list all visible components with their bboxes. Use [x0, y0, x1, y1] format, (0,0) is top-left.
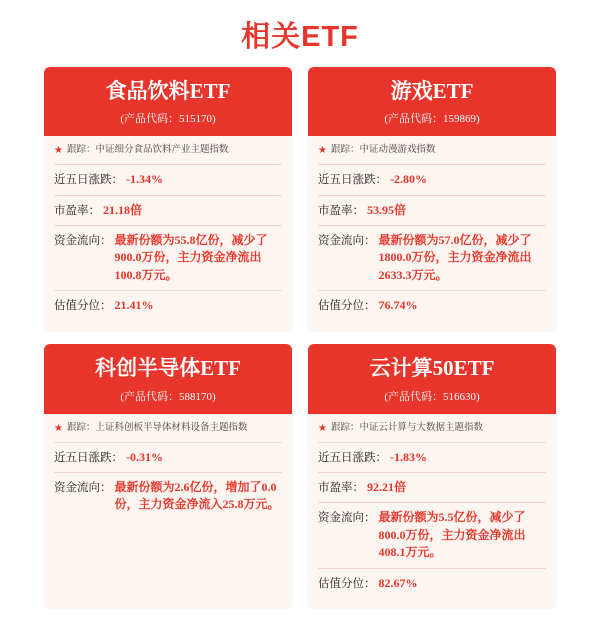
pe-label: 市盈率： [318, 482, 364, 495]
track-label: 跟踪： [330, 145, 360, 156]
change5d-value: -1.83% [390, 449, 427, 464]
etf-card[interactable] [308, 344, 556, 607]
page-title: 相关ETF [241, 21, 359, 53]
track-row [54, 422, 282, 443]
code-value: 515170 [179, 113, 212, 126]
valuation-label: 估值分位： [54, 300, 112, 313]
etf-card[interactable] [44, 67, 292, 330]
flow-label: 资金流向： [318, 512, 376, 525]
code-suffix: ) [476, 113, 480, 126]
track-text [67, 144, 229, 157]
code-value: 159869 [443, 113, 476, 126]
code-suffix: ) [212, 113, 216, 126]
flow-row [318, 503, 546, 568]
star-icon: ★ [318, 422, 327, 434]
change5d-label: 近五日涨跌： [54, 451, 123, 464]
code-prefix: (产品代码： [120, 390, 179, 403]
etf-code [50, 388, 286, 404]
track-row [318, 422, 546, 443]
flow-row [54, 473, 282, 520]
flow-value: 最新份额为57.0亿份，减少了1800.0万份，主力资金净流出2633.3万元。 [378, 232, 532, 282]
pe-value: 21.18倍 [103, 202, 143, 217]
star-icon: ★ [318, 145, 327, 157]
change5d-label: 近五日涨跌： [54, 174, 123, 187]
etf-card-header [44, 67, 292, 136]
code-suffix: ) [212, 390, 216, 403]
flow-value: 最新份额为5.5亿份，减少了800.0万份，主力资金净流出408.1万元。 [378, 510, 526, 560]
flow-row [54, 226, 282, 291]
etf-card[interactable] [44, 344, 292, 607]
track-value: 中证云计算与大数据主题指数 [359, 422, 483, 433]
star-icon: ★ [54, 422, 63, 434]
track-label: 跟踪： [66, 145, 96, 156]
track-text [331, 144, 436, 157]
etf-card-body [44, 136, 292, 330]
pe-row [54, 196, 282, 226]
track-text [331, 422, 483, 435]
track-label: 跟踪： [66, 422, 96, 433]
pe-row [318, 473, 546, 503]
valuation-label: 估值分位： [318, 300, 376, 313]
etf-code [314, 110, 550, 126]
track-row [318, 144, 546, 165]
etf-card-grid [0, 67, 600, 608]
code-prefix: (产品代码： [384, 113, 443, 126]
flow-row [318, 226, 546, 291]
change5d-row [54, 443, 282, 473]
valuation-row [54, 291, 282, 320]
code-value: 588170 [179, 390, 212, 403]
etf-card-header [308, 344, 556, 413]
change5d-row [54, 165, 282, 195]
etf-name: 食品饮料ETF [105, 79, 231, 103]
etf-card-body [44, 414, 292, 530]
etf-name: 云计算50ETF [369, 356, 495, 381]
track-row [54, 144, 282, 165]
etf-card[interactable] [308, 67, 556, 330]
code-suffix: ) [476, 390, 480, 403]
etf-card-header [44, 344, 292, 413]
track-value: 中证细分食品饮料产业主题指数 [95, 145, 229, 156]
change5d-row [318, 443, 546, 473]
etf-card-header [308, 67, 556, 136]
flow-label: 资金流向： [54, 234, 112, 247]
pe-row [318, 196, 546, 226]
change5d-label: 近五日涨跌： [318, 451, 387, 464]
code-prefix: (产品代码： [120, 113, 179, 126]
track-label: 跟踪： [330, 422, 360, 433]
etf-code [314, 388, 550, 404]
track-text [67, 422, 248, 435]
pe-label: 市盈率： [318, 204, 364, 217]
change5d-value: -0.31% [126, 449, 163, 464]
valuation-row [318, 291, 546, 320]
flow-value: 最新份额为55.8亿份，减少了900.0万份，主力资金净流出100.8万元。 [114, 232, 268, 282]
code-prefix: (产品代码： [384, 390, 443, 403]
change5d-label: 近五日涨跌： [318, 174, 387, 187]
pe-value: 92.21倍 [367, 480, 407, 495]
etf-code [50, 110, 286, 126]
star-icon: ★ [54, 145, 63, 157]
etf-name: 科创半导体ETF [95, 356, 241, 381]
valuation-value: 82.67% [378, 575, 418, 590]
valuation-row [318, 569, 546, 598]
etf-card-body [308, 414, 556, 608]
flow-value: 最新份额为2.6亿份，增加了0.0份，主力资金净流入25.8万元。 [114, 480, 280, 512]
pe-label: 市盈率： [54, 204, 100, 217]
code-value: 516630 [443, 390, 476, 403]
track-value: 中证动漫游戏指数 [359, 145, 436, 156]
flow-label: 资金流向： [318, 234, 376, 247]
pe-value: 53.95倍 [367, 202, 407, 217]
valuation-label: 估值分位： [318, 577, 376, 590]
etf-card-body [308, 136, 556, 330]
etf-name: 游戏ETF [390, 79, 474, 103]
change5d-row [318, 165, 546, 195]
valuation-value: 76.74% [378, 298, 418, 313]
change5d-value: -1.34% [126, 172, 163, 187]
change5d-value: -2.80% [390, 172, 427, 187]
flow-label: 资金流向： [54, 482, 112, 495]
valuation-value: 21.41% [114, 298, 154, 313]
track-value: 上证科创板半导体材料设备主题指数 [95, 422, 248, 433]
